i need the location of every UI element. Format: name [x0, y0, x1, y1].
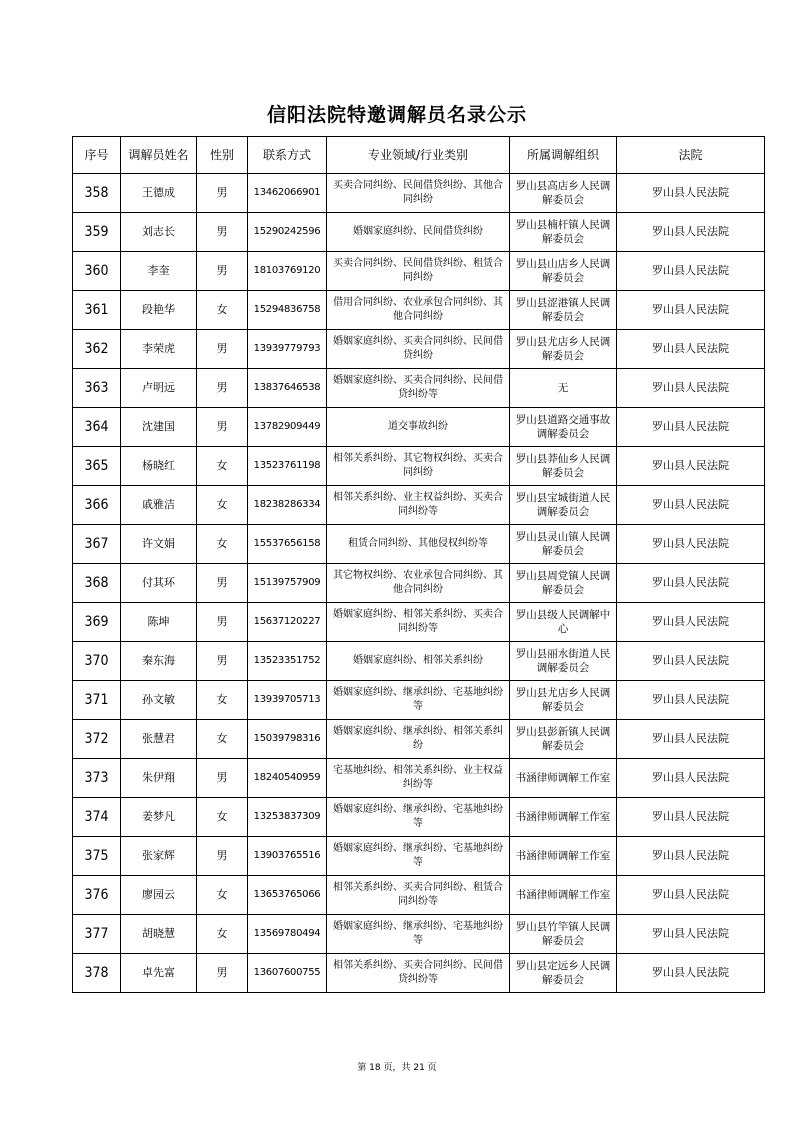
cell-gender: 男: [197, 642, 248, 681]
cell-phone: 13653765066: [248, 876, 327, 915]
cell-phone: 13607600755: [248, 954, 327, 993]
cell-index: 361: [73, 291, 121, 330]
table-row: [73, 720, 765, 759]
cell-phone: 18238286334: [248, 486, 327, 525]
cell-name: 付其环: [121, 564, 197, 603]
cell-gender: 男: [197, 369, 248, 408]
table-row: [73, 291, 765, 330]
cell-organization: 罗山县定远乡人民调解委员会: [510, 954, 617, 993]
cell-field: 借用合同纠纷、农业承包合同纠纷、其他合同纠纷: [327, 291, 510, 330]
cell-court: 罗山县人民法院: [617, 330, 765, 369]
cell-gender: 女: [197, 486, 248, 525]
page-title: 信阳法院特邀调解员名录公示: [266, 104, 527, 126]
cell-court: 罗山县人民法院: [617, 642, 765, 681]
cell-index: 359: [73, 213, 121, 252]
table-row: [73, 681, 765, 720]
table-row: [73, 876, 765, 915]
cell-court: 罗山县人民法院: [617, 915, 765, 954]
cell-field: 道交事故纠纷: [327, 408, 510, 447]
table-row: [73, 252, 765, 291]
cell-phone: 13837646538: [248, 369, 327, 408]
cell-index: 377: [73, 915, 121, 954]
cell-index: 364: [73, 408, 121, 447]
cell-court: 罗山县人民法院: [617, 720, 765, 759]
cell-phone: 13569780494: [248, 915, 327, 954]
cell-index: 375: [73, 837, 121, 876]
cell-organization: 罗山县山店乡人民调解委员会: [510, 252, 617, 291]
cell-field: 婚姻家庭纠纷、民间借贷纠纷: [327, 213, 510, 252]
cell-name: 胡晓慧: [121, 915, 197, 954]
cell-index: 369: [73, 603, 121, 642]
table-row: [73, 408, 765, 447]
cell-name: 陈坤: [121, 603, 197, 642]
cell-field: 买卖合同纠纷、民间借贷纠纷、其他合同纠纷: [327, 174, 510, 213]
table-row: [73, 525, 765, 564]
cell-gender: 男: [197, 330, 248, 369]
cell-field: 婚姻家庭纠纷、相邻关系纠纷: [327, 642, 510, 681]
cell-phone: 13253837309: [248, 798, 327, 837]
header-contact: 联系方式: [248, 137, 327, 174]
cell-phone: 13939779793: [248, 330, 327, 369]
cell-organization: 罗山县莽仙乡人民调解委员会: [510, 447, 617, 486]
cell-court: 罗山县人民法院: [617, 486, 765, 525]
table-row: [73, 798, 765, 837]
cell-gender: 男: [197, 759, 248, 798]
cell-phone: 15039798316: [248, 720, 327, 759]
cell-organization: 罗山县宝城街道人民调解委员会: [510, 486, 617, 525]
cell-name: 戚雅洁: [121, 486, 197, 525]
cell-court: 罗山县人民法院: [617, 408, 765, 447]
header-court: 法院: [617, 137, 765, 174]
cell-organization: 罗山县涩港镇人民调解委员会: [510, 291, 617, 330]
cell-index: 365: [73, 447, 121, 486]
cell-phone: 13939705713: [248, 681, 327, 720]
cell-phone: 18240540959: [248, 759, 327, 798]
cell-organization: 书涵律师调解工作室: [510, 876, 617, 915]
cell-phone: 13903765516: [248, 837, 327, 876]
cell-index: 368: [73, 564, 121, 603]
cell-gender: 女: [197, 291, 248, 330]
table-row: [73, 369, 765, 408]
cell-gender: 男: [197, 837, 248, 876]
cell-organization: 书涵律师调解工作室: [510, 798, 617, 837]
table-row: [73, 213, 765, 252]
table-row: [73, 330, 765, 369]
mediator-table: [72, 136, 765, 993]
cell-field: 宅基地纠纷、相邻关系纠纷、业主权益纠纷等: [327, 759, 510, 798]
cell-index: 370: [73, 642, 121, 681]
table-row: [73, 837, 765, 876]
cell-field: 婚姻家庭纠纷、继承纠纷、相邻关系纠纷: [327, 720, 510, 759]
header-gender: 性别: [197, 137, 248, 174]
cell-court: 罗山县人民法院: [617, 213, 765, 252]
cell-name: 沈建国: [121, 408, 197, 447]
cell-name: 朱伊翔: [121, 759, 197, 798]
cell-gender: 男: [197, 174, 248, 213]
header-organization: 所属调解组织: [510, 137, 617, 174]
table-row: [73, 642, 765, 681]
cell-name: 卢明远: [121, 369, 197, 408]
cell-phone: 15294836758: [248, 291, 327, 330]
cell-organization: 罗山县竹竿镇人民调解委员会: [510, 915, 617, 954]
cell-phone: 15139757909: [248, 564, 327, 603]
cell-court: 罗山县人民法院: [617, 525, 765, 564]
header-index: 序号: [73, 137, 121, 174]
table-row: [73, 603, 765, 642]
cell-organization: 罗山县高店乡人民调解委员会: [510, 174, 617, 213]
cell-index: 367: [73, 525, 121, 564]
header-field: 专业领域/行业类别: [327, 137, 510, 174]
cell-field: 婚姻家庭纠纷、买卖合同纠纷、民间借贷纠纷: [327, 330, 510, 369]
cell-index: 360: [73, 252, 121, 291]
cell-phone: 13782909449: [248, 408, 327, 447]
cell-organization: 罗山县周党镇人民调解委员会: [510, 564, 617, 603]
cell-phone: 13462066901: [248, 174, 327, 213]
cell-gender: 女: [197, 720, 248, 759]
table-row: [73, 564, 765, 603]
cell-phone: 15537656158: [248, 525, 327, 564]
table-row: [73, 759, 765, 798]
table-row: [73, 915, 765, 954]
cell-court: 罗山县人民法院: [617, 837, 765, 876]
cell-name: 廖园云: [121, 876, 197, 915]
cell-gender: 男: [197, 408, 248, 447]
table-row: [73, 486, 765, 525]
cell-gender: 男: [197, 564, 248, 603]
cell-gender: 女: [197, 798, 248, 837]
cell-court: 罗山县人民法院: [617, 954, 765, 993]
cell-field: 买卖合同纠纷、民间借贷纠纷、租赁合同纠纷: [327, 252, 510, 291]
cell-gender: 女: [197, 876, 248, 915]
cell-name: 孙文敏: [121, 681, 197, 720]
cell-court: 罗山县人民法院: [617, 564, 765, 603]
cell-field: 租赁合同纠纷、其他侵权纠纷等: [327, 525, 510, 564]
cell-name: 张慧君: [121, 720, 197, 759]
cell-gender: 女: [197, 915, 248, 954]
cell-name: 卓先富: [121, 954, 197, 993]
cell-index: 376: [73, 876, 121, 915]
cell-field: 婚姻家庭纠纷、继承纠纷、宅基地纠纷等: [327, 915, 510, 954]
cell-gender: 男: [197, 954, 248, 993]
cell-gender: 女: [197, 447, 248, 486]
cell-organization: 书涵律师调解工作室: [510, 759, 617, 798]
cell-field: 相邻关系纠纷、其它物权纠纷、买卖合同纠纷: [327, 447, 510, 486]
cell-index: 362: [73, 330, 121, 369]
cell-organization: 罗山县彭新镇人民调解委员会: [510, 720, 617, 759]
cell-organization: 罗山县尤店乡人民调解委员会: [510, 681, 617, 720]
cell-field: 婚姻家庭纠纷、相邻关系纠纷、买卖合同纠纷等: [327, 603, 510, 642]
cell-name: 李荣虎: [121, 330, 197, 369]
cell-field: 其它物权纠纷、农业承包合同纠纷、其他合同纠纷: [327, 564, 510, 603]
cell-court: 罗山县人民法院: [617, 876, 765, 915]
cell-name: 杨晓红: [121, 447, 197, 486]
cell-organization: 罗山县丽水街道人民调解委员会: [510, 642, 617, 681]
cell-court: 罗山县人民法院: [617, 447, 765, 486]
cell-index: 358: [73, 174, 121, 213]
cell-index: 373: [73, 759, 121, 798]
cell-court: 罗山县人民法院: [617, 759, 765, 798]
cell-gender: 男: [197, 213, 248, 252]
cell-court: 罗山县人民法院: [617, 369, 765, 408]
cell-field: 婚姻家庭纠纷、买卖合同纠纷、民间借贷纠纷等: [327, 369, 510, 408]
cell-field: 相邻关系纠纷、业主权益纠纷、买卖合同纠纷等: [327, 486, 510, 525]
cell-name: 张家辉: [121, 837, 197, 876]
cell-field: 相邻关系纠纷、买卖合同纠纷、租赁合同纠纷等: [327, 876, 510, 915]
cell-organization: 无: [510, 369, 617, 408]
cell-name: 李奎: [121, 252, 197, 291]
cell-phone: 15290242596: [248, 213, 327, 252]
cell-phone: 13523351752: [248, 642, 327, 681]
table-row: [73, 447, 765, 486]
cell-organization: 罗山县尤店乡人民调解委员会: [510, 330, 617, 369]
table-row: [73, 174, 765, 213]
cell-name: 段艳华: [121, 291, 197, 330]
cell-field: 婚姻家庭纠纷、继承纠纷、宅基地纠纷等: [327, 837, 510, 876]
cell-field: 相邻关系纠纷、买卖合同纠纷、民间借贷纠纷等: [327, 954, 510, 993]
cell-name: 姜梦凡: [121, 798, 197, 837]
table-header-row: [73, 137, 765, 174]
cell-gender: 女: [197, 681, 248, 720]
cell-field: 婚姻家庭纠纷、继承纠纷、宅基地纠纷等: [327, 798, 510, 837]
cell-phone: 15637120227: [248, 603, 327, 642]
cell-organization: 罗山县级人民调解中心: [510, 603, 617, 642]
cell-court: 罗山县人民法院: [617, 252, 765, 291]
cell-court: 罗山县人民法院: [617, 681, 765, 720]
cell-index: 366: [73, 486, 121, 525]
cell-organization: 罗山县灵山镇人民调解委员会: [510, 525, 617, 564]
cell-phone: 13523761198: [248, 447, 327, 486]
cell-gender: 女: [197, 525, 248, 564]
cell-index: 371: [73, 681, 121, 720]
cell-index: 372: [73, 720, 121, 759]
cell-phone: 18103769120: [248, 252, 327, 291]
header-name: 调解员姓名: [121, 137, 197, 174]
cell-gender: 男: [197, 603, 248, 642]
cell-court: 罗山县人民法院: [617, 603, 765, 642]
page-footer: 第 18 页，共 21 页: [357, 1063, 437, 1073]
cell-gender: 男: [197, 252, 248, 291]
cell-index: 374: [73, 798, 121, 837]
cell-court: 罗山县人民法院: [617, 174, 765, 213]
cell-field: 婚姻家庭纠纷、继承纠纷、宅基地纠纷等: [327, 681, 510, 720]
cell-index: 378: [73, 954, 121, 993]
cell-organization: 罗山县楠杆镇人民调解委员会: [510, 213, 617, 252]
cell-index: 363: [73, 369, 121, 408]
cell-name: 王德成: [121, 174, 197, 213]
cell-name: 秦东海: [121, 642, 197, 681]
cell-name: 许文娟: [121, 525, 197, 564]
cell-organization: 罗山县道路交通事故调解委员会: [510, 408, 617, 447]
cell-name: 刘志长: [121, 213, 197, 252]
table-row: [73, 954, 765, 993]
cell-court: 罗山县人民法院: [617, 291, 765, 330]
cell-court: 罗山县人民法院: [617, 798, 765, 837]
cell-organization: 书涵律师调解工作室: [510, 837, 617, 876]
